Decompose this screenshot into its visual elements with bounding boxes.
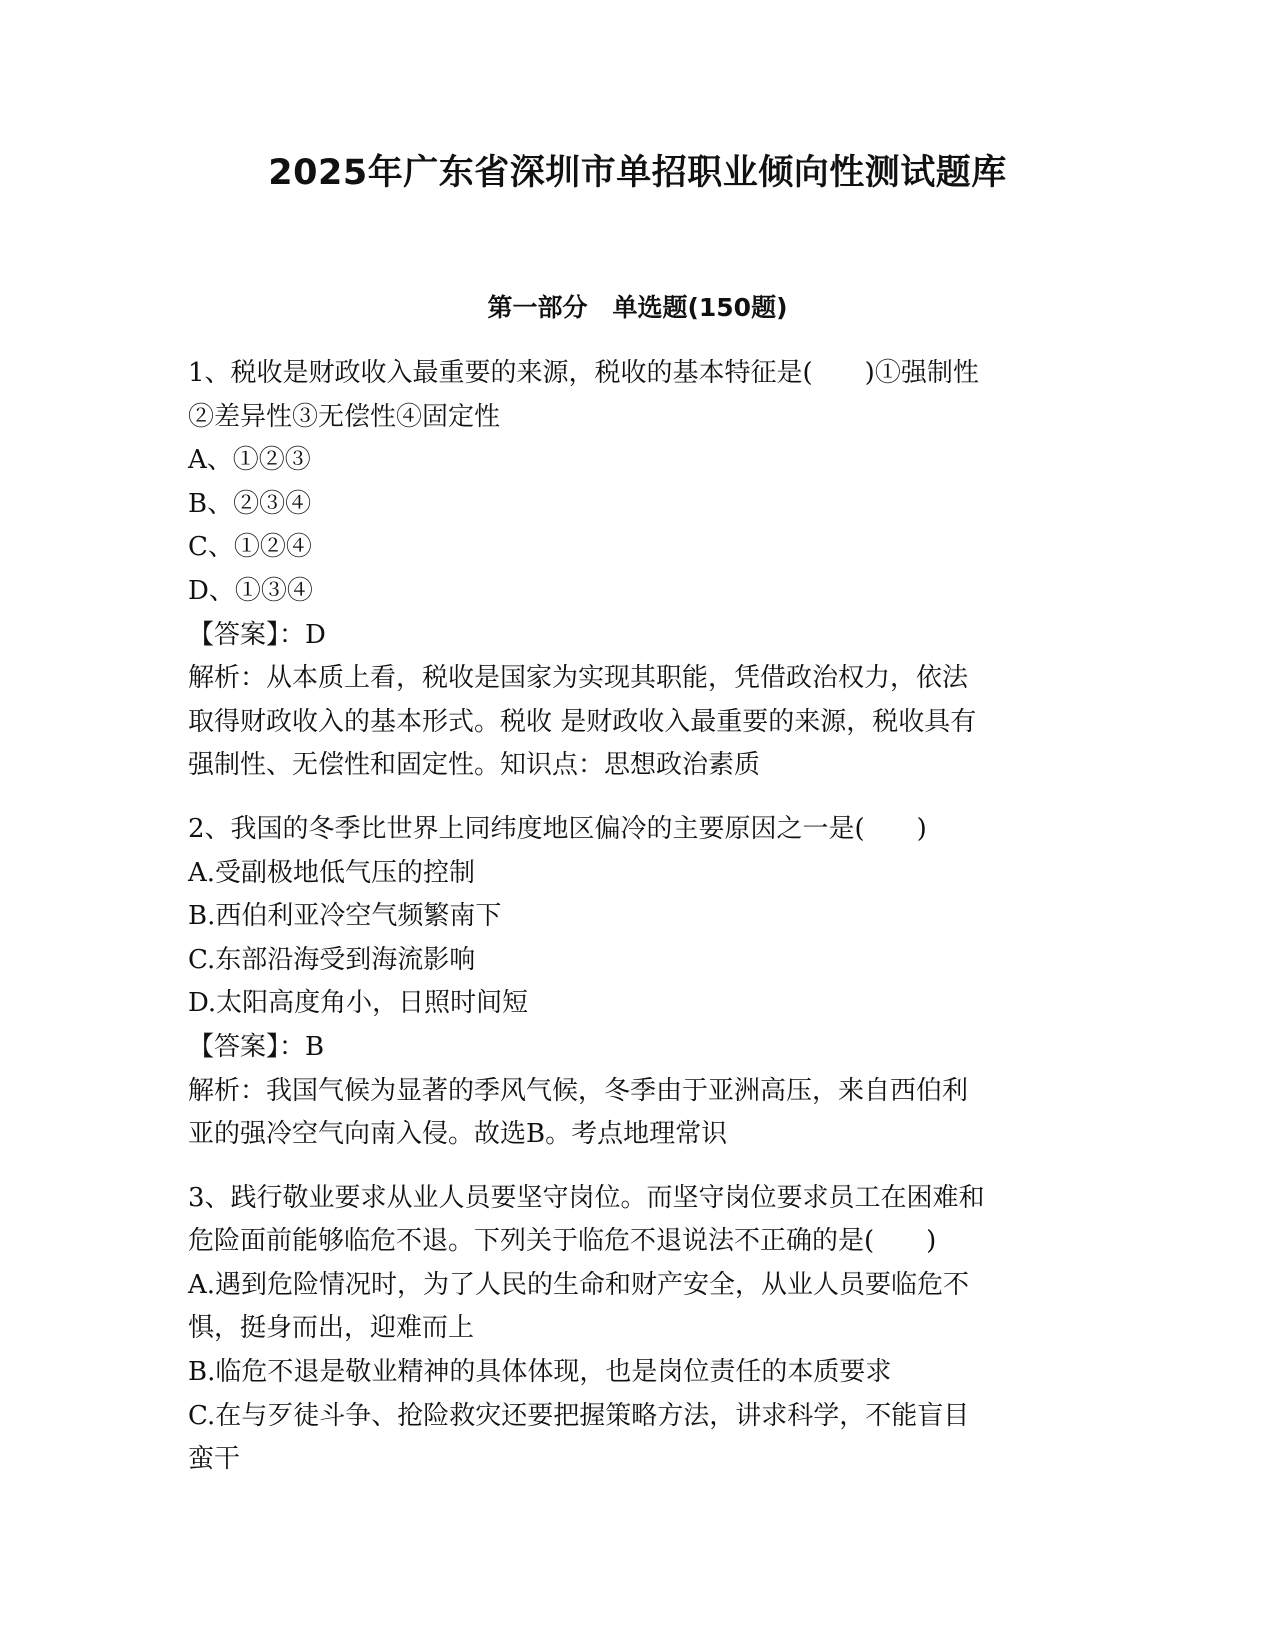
option-a: A.遇到危险情况时，为了人民的生命和财产安全，从业人员要临危不 [188, 1269, 970, 1300]
question-stem-line: 1、税收是财政收入最重要的来源，税收的基本特征是( )①强制性 [188, 358, 979, 388]
option-c: C、①②④ [188, 532, 312, 563]
section-title: 第一部分 单选题(150题) [487, 293, 788, 322]
option-d: D、①③④ [188, 575, 313, 606]
question-3 [188, 1177, 1088, 1482]
analysis-line: 解析：我国气候为显著的季风气候，冬季由于亚洲高压，来自西伯利 [188, 1075, 969, 1106]
analysis-line: 取得财政收入的基本形式。税收 是财政收入最重要的来源，税收具有 [188, 706, 977, 737]
answer: 【答案】：D [188, 619, 326, 650]
question-stem-line: 2、我国的冬季比世界上同纬度地区偏冷的主要原因之一是( ) [188, 813, 927, 844]
analysis-line: 强制性、无偿性和固定性。知识点：思想政治素质 [188, 750, 761, 781]
answer: 【答案】：B [188, 1031, 325, 1062]
option-b: B.西伯利亚冷空气频繁南下 [188, 901, 502, 932]
question-spacer [188, 1157, 1088, 1177]
option-a: A.受副极地低气压的控制 [188, 857, 476, 888]
option-c: C.东部沿海受到海流影响 [188, 944, 476, 975]
option-b: B.临危不退是敬业精神的具体体现，也是岗位责任的本质要求 [188, 1357, 892, 1388]
document-title: 2025年广东省深圳市单招职业倾向性测试题库 [268, 153, 1007, 193]
question-list [188, 352, 1088, 1482]
option-c-continued: 蛮干 [188, 1444, 241, 1475]
question-stem-line: 3、践行敬业要求从业人员要坚守岗位。而坚守岗位要求员工在困难和 [188, 1182, 985, 1213]
question-2 [188, 808, 1088, 1157]
question-spacer [188, 788, 1088, 808]
question-1 [188, 352, 1088, 788]
analysis-line: 亚的强冷空气向南入侵。故选B。考点地理常识 [188, 1119, 728, 1150]
option-b: B、②③④ [188, 488, 312, 519]
question-stem-line: 危险面前能够临危不退。下列关于临危不退说法不正确的是( ) [188, 1226, 937, 1257]
option-d: D.太阳高度角小，日照时间短 [188, 988, 529, 1019]
option-a: A、①②③ [188, 445, 311, 476]
question-stem-line: ②差异性③无偿性④固定性 [188, 401, 501, 432]
analysis-line: 解析：从本质上看，税收是国家为实现其职能，凭借政治权力，依法 [188, 663, 969, 694]
option-c: C.在与歹徒斗争、抢险救灾还要把握策略方法，讲求科学，不能盲目 [188, 1400, 970, 1431]
option-a-continued: 惧，挺身而出，迎难而上 [188, 1313, 475, 1344]
